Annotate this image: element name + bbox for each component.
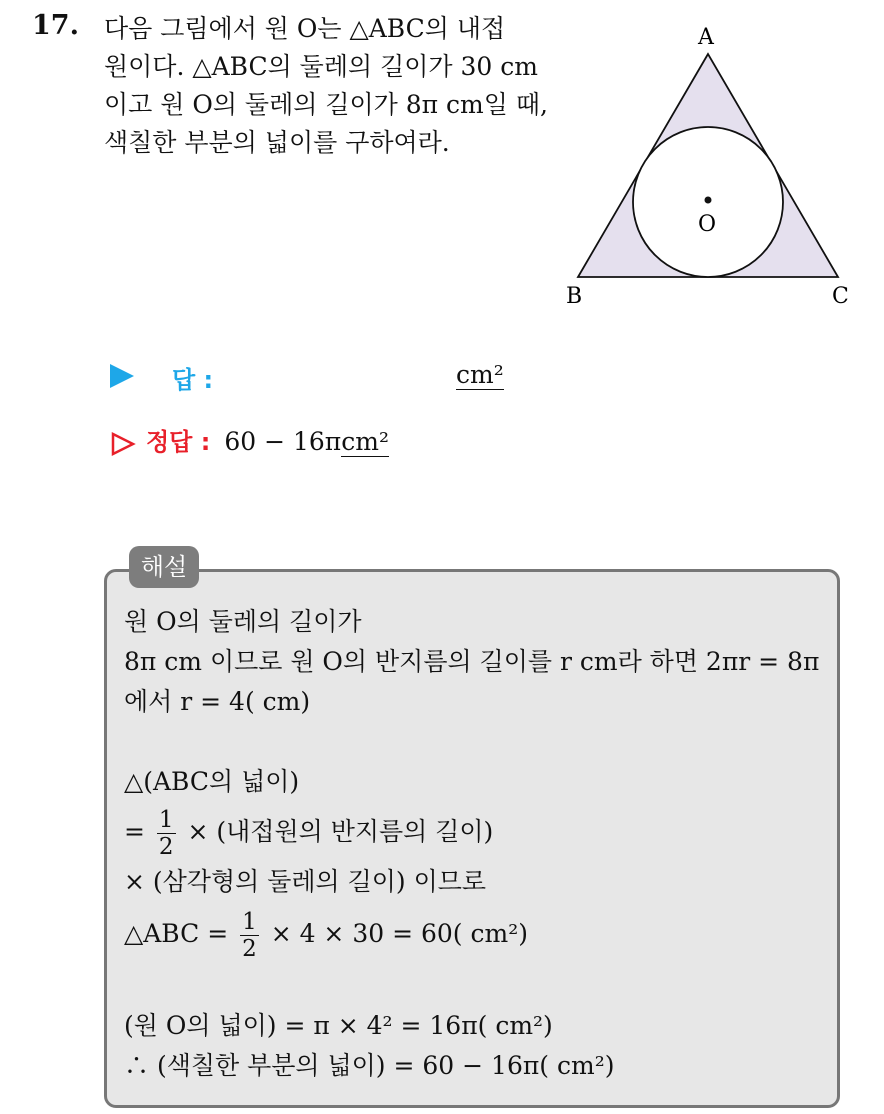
- explanation-line: [124, 802, 836, 862]
- center-point: [705, 197, 712, 204]
- fraction-half: [157, 807, 176, 860]
- solution-row: [110, 422, 389, 456]
- question-line: 원이다. △ABC의 둘레의 길이가 30 cm: [104, 52, 538, 81]
- vertex-label-c: C: [832, 284, 849, 309]
- explanation-text: × 4 × 30 = 60( cm²): [270, 919, 528, 948]
- answer-label: 답 :: [172, 366, 214, 394]
- fraction-denominator: 2: [242, 936, 257, 962]
- fraction-numerator: 1: [242, 909, 257, 935]
- explanation-content: [124, 602, 836, 1086]
- explanation-line: × (삼각형의 둘레의 길이) 이므로: [124, 867, 487, 896]
- explanation-line: 8π cm 이므로 원 O의 반지름의 길이를 r cm라 하면 2πr = 8π: [124, 647, 820, 676]
- explanation-line: 에서 r = 4( cm): [124, 687, 311, 716]
- solution-value: 60 − 16π: [224, 427, 342, 456]
- equals-sign: =: [124, 817, 145, 846]
- explanation-line: ∴ (색칠한 부분의 넓이) = 60 − 16π( cm²): [124, 1051, 615, 1080]
- answer-unit: [456, 360, 504, 389]
- abc-prefix: △ABC =: [124, 919, 229, 948]
- explanation-line: △(ABC의 넓이): [124, 767, 300, 796]
- answer-unit-text: cm²: [456, 360, 504, 389]
- triangle-figure: [560, 18, 860, 318]
- vertex-label-b: B: [566, 284, 583, 309]
- fraction-half: [240, 909, 259, 962]
- explanation-line: (원 O의 넓이) = π × 4² = 16π( cm²): [124, 1011, 553, 1040]
- explanation-line: [124, 902, 836, 966]
- question-text: [104, 10, 548, 162]
- explanation-tab: 해설: [129, 546, 199, 588]
- fraction-numerator: 1: [158, 807, 174, 833]
- question-line: 다음 그림에서 원 O는 △ABC의 내접: [104, 14, 506, 43]
- solution-unit: cm²: [341, 427, 389, 456]
- solution-label: 정답 :: [146, 428, 211, 456]
- center-label-o: O: [698, 212, 717, 237]
- question-line: 색칠한 부분의 넓이를 구하여라.: [104, 128, 450, 157]
- explanation-line: [124, 722, 836, 762]
- explanation-text: × (내접원의 반지름의 길이): [187, 817, 494, 846]
- answer-row: [110, 360, 530, 394]
- explanation-line: 원 O의 둘레의 길이가: [124, 607, 362, 636]
- vertex-label-a: A: [698, 25, 714, 50]
- outline-arrow-icon: [110, 431, 136, 457]
- fraction-denominator: 2: [158, 834, 174, 860]
- question-number: 17.: [32, 10, 79, 41]
- play-arrow-icon: [110, 364, 134, 388]
- explanation-line: [124, 966, 836, 1006]
- question-line: 이고 원 O의 둘레의 길이가 8π cm일 때,: [104, 90, 548, 119]
